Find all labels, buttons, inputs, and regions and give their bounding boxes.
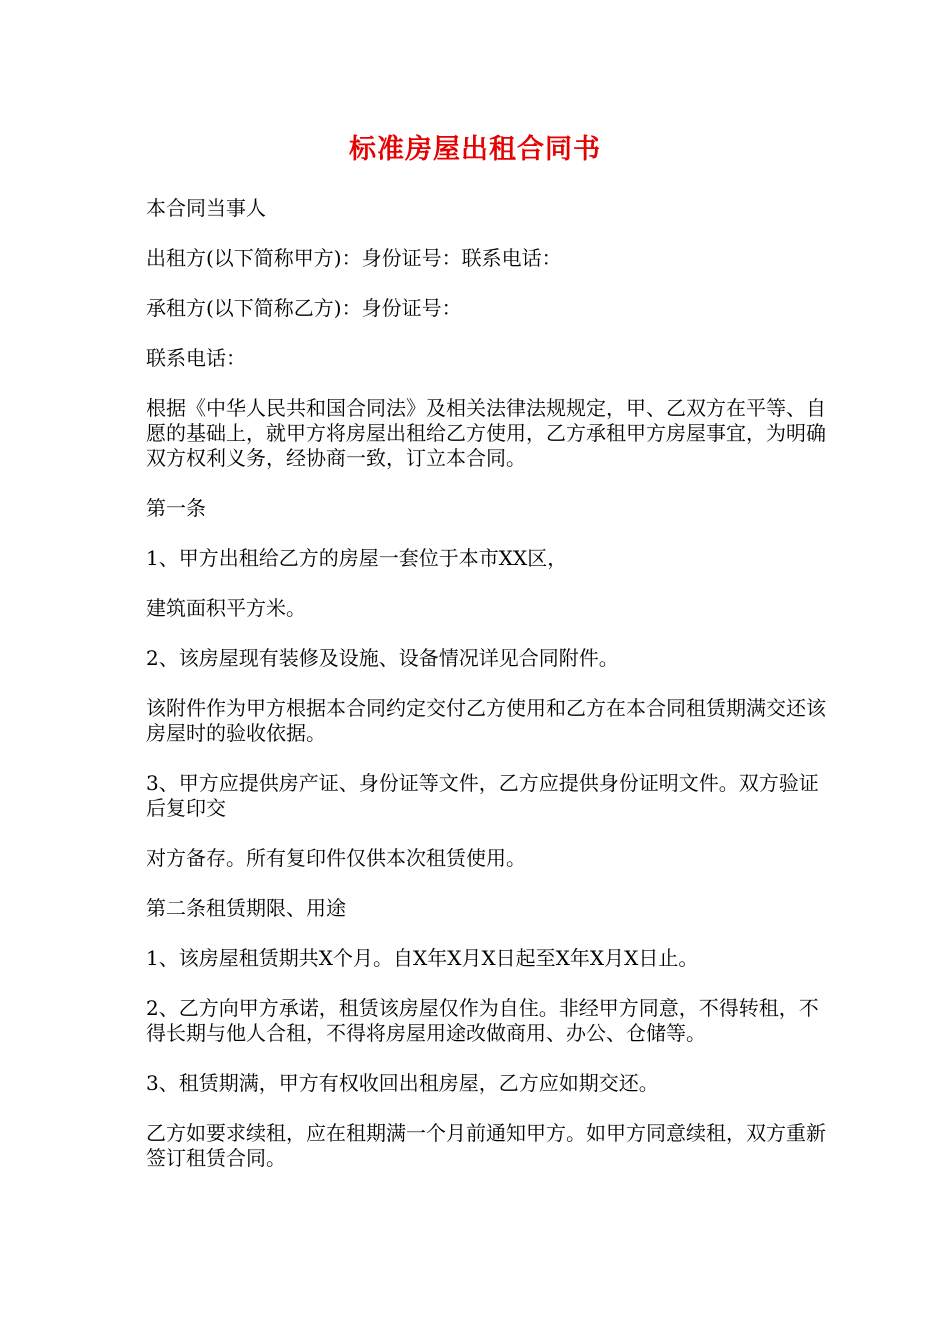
paragraph: 3、租赁期满，甲方有权收回出租房屋，乙方应如期交还。 bbox=[146, 1071, 659, 1095]
paragraph: 该附件作为甲方根据本合同约定交付乙方使用和乙方在本合同租赁期满交还该房屋时的验收依据。 bbox=[146, 696, 826, 745]
paragraph: 联系电话： bbox=[146, 346, 246, 370]
paragraph: 乙方如要求续租，应在租期满一个月前通知甲方。如甲方同意续租，双方重新签订租赁合同。 bbox=[146, 1121, 826, 1170]
paragraph: 对方备存。所有复印件仅供本次租赁使用。 bbox=[146, 846, 526, 870]
paragraph: 根据《中华人民共和国合同法》及相关法律法规规定，甲、乙双方在平等、自愿的基础上，就甲方将房屋出租给乙方使用，乙方承租甲方房屋事宜，为明确双方权利义务，经协商一致，订立本合同。 bbox=[146, 396, 826, 470]
section-heading: 第二条租赁期限、用途 bbox=[146, 896, 346, 920]
paragraph: 建筑面积平方米。 bbox=[146, 596, 306, 620]
document-title: 标准房屋出租合同书 bbox=[349, 134, 601, 165]
paragraph: 1、该房屋租赁期共X个月。自X年X月X日起至X年X月X日止。 bbox=[146, 946, 699, 970]
paragraph: 2、该房屋现有装修及设施、设备情况详见合同附件。 bbox=[146, 646, 619, 670]
paragraph: 出租方(以下简称甲方)：身份证号：联系电话： bbox=[146, 246, 562, 270]
paragraph: 承租方(以下简称乙方)：身份证号： bbox=[146, 296, 462, 320]
section-heading: 第一条 bbox=[146, 496, 206, 520]
paragraph: 本合同当事人 bbox=[146, 196, 266, 220]
document-body bbox=[146, 196, 836, 1196]
paragraph: 1、甲方出租给乙方的房屋一套位于本市XX区， bbox=[146, 546, 568, 570]
paragraph: 3、甲方应提供房产证、身份证等文件，乙方应提供身份证明文件。双方验证后复印交 bbox=[146, 771, 819, 820]
paragraph: 2、乙方向甲方承诺，租赁该房屋仅作为自住。非经甲方同意，不得转租，不得长期与他人合租，不得将房屋用途改做商用、办公、仓储等。 bbox=[146, 996, 819, 1045]
